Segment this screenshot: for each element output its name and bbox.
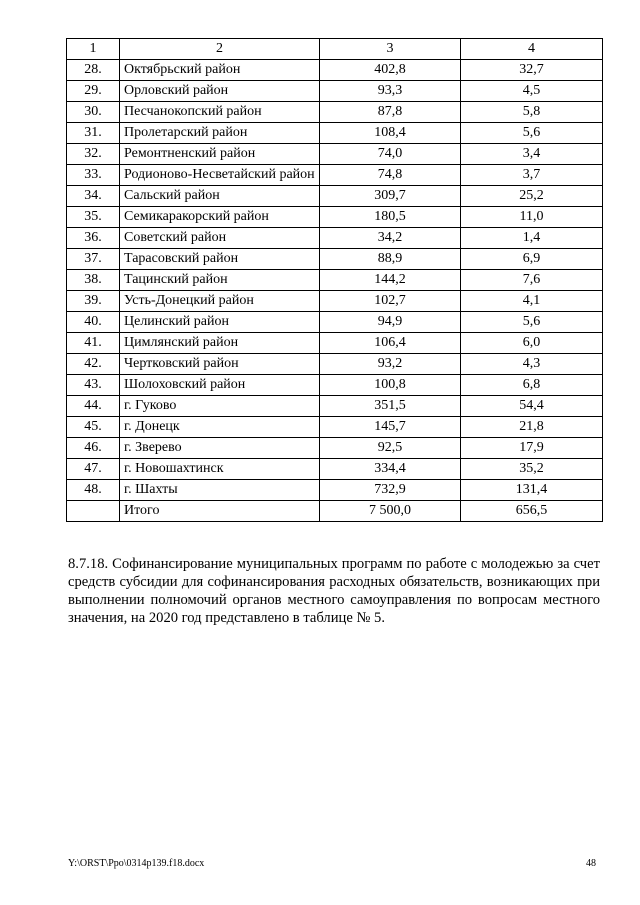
cofinancing-amount: 54,4 [461, 396, 603, 417]
district-name: Пролетарский район [120, 123, 320, 144]
subsidy-amount: 94,9 [320, 312, 461, 333]
subsidy-amount: 108,4 [320, 123, 461, 144]
district-name: Семикаракорский район [120, 207, 320, 228]
district-name: Тарасовский район [120, 249, 320, 270]
row-number: 33. [67, 165, 120, 186]
row-number: 41. [67, 333, 120, 354]
cofinancing-amount: 1,4 [461, 228, 603, 249]
district-name: Песчанокопский район [120, 102, 320, 123]
row-number: 43. [67, 375, 120, 396]
table-row [67, 333, 603, 354]
subsidy-amount: 732,9 [320, 480, 461, 501]
data-table-container [66, 38, 602, 522]
table-row [67, 459, 603, 480]
table-row [67, 102, 603, 123]
column-header: 1 [67, 39, 120, 60]
subsidy-amount: 180,5 [320, 207, 461, 228]
row-number: 28. [67, 60, 120, 81]
district-name: Чертковский район [120, 354, 320, 375]
row-number: 44. [67, 396, 120, 417]
subsidy-amount: 93,3 [320, 81, 461, 102]
row-number: 30. [67, 102, 120, 123]
cofinancing-amount: 25,2 [461, 186, 603, 207]
subsidy-amount: 7 500,0 [320, 501, 461, 522]
cofinancing-amount: 3,4 [461, 144, 603, 165]
district-name: Ремонтненский район [120, 144, 320, 165]
column-header: 4 [461, 39, 603, 60]
district-name: г. Шахты [120, 480, 320, 501]
row-number: 37. [67, 249, 120, 270]
row-number: 32. [67, 144, 120, 165]
row-number: 39. [67, 291, 120, 312]
subsidy-amount: 74,8 [320, 165, 461, 186]
column-header: 3 [320, 39, 461, 60]
table-row [67, 270, 603, 291]
table-header-row [67, 39, 603, 60]
subsidy-amount: 93,2 [320, 354, 461, 375]
district-name: Тацинский район [120, 270, 320, 291]
cofinancing-amount: 7,6 [461, 270, 603, 291]
section-paragraph: 8.7.18. Софинансирование муниципальных программ по работе с молодежью за счет средств субсидии для софинансирования расходных обязательств, возникающих при выполнении полномочий органов местного самоуправления по вопросам местного значения, на 2020 год представлено в таблице № 5. [68, 556, 600, 626]
table-row [67, 186, 603, 207]
district-name: Октябрьский район [120, 60, 320, 81]
cofinancing-amount: 5,8 [461, 102, 603, 123]
table-row [67, 123, 603, 144]
row-number: 36. [67, 228, 120, 249]
district-name: г. Гуково [120, 396, 320, 417]
subsidy-table [66, 38, 603, 522]
table-row [67, 354, 603, 375]
cofinancing-amount: 21,8 [461, 417, 603, 438]
table-body [67, 60, 603, 522]
row-number: 46. [67, 438, 120, 459]
table-row [67, 291, 603, 312]
table-row [67, 60, 603, 81]
cofinancing-amount: 4,1 [461, 291, 603, 312]
cofinancing-amount: 5,6 [461, 123, 603, 144]
cofinancing-amount: 656,5 [461, 501, 603, 522]
total-label: Итого [120, 501, 320, 522]
cofinancing-amount: 17,9 [461, 438, 603, 459]
cofinancing-amount: 4,3 [461, 354, 603, 375]
footer-file-path: Y:\ORST\Ppo\0314p139.f18.docx [68, 858, 205, 869]
table-row [67, 165, 603, 186]
table-row [67, 312, 603, 333]
table-row [67, 396, 603, 417]
district-name: г. Новошахтинск [120, 459, 320, 480]
cofinancing-amount: 6,8 [461, 375, 603, 396]
table-row [67, 249, 603, 270]
district-name: Родионово-Несветайский район [120, 165, 320, 186]
table-row [67, 438, 603, 459]
district-name: Усть-Донецкий район [120, 291, 320, 312]
cofinancing-amount: 32,7 [461, 60, 603, 81]
subsidy-amount: 106,4 [320, 333, 461, 354]
district-name: Сальский район [120, 186, 320, 207]
subsidy-amount: 402,8 [320, 60, 461, 81]
subsidy-amount: 351,5 [320, 396, 461, 417]
total-number [67, 501, 120, 522]
subsidy-amount: 74,0 [320, 144, 461, 165]
subsidy-amount: 144,2 [320, 270, 461, 291]
table-row [67, 480, 603, 501]
footer-page-number: 48 [586, 858, 596, 869]
row-number: 38. [67, 270, 120, 291]
row-number: 47. [67, 459, 120, 480]
table-total-row [67, 501, 603, 522]
subsidy-amount: 34,2 [320, 228, 461, 249]
cofinancing-amount: 5,6 [461, 312, 603, 333]
table-row [67, 144, 603, 165]
table-row [67, 228, 603, 249]
row-number: 29. [67, 81, 120, 102]
district-name: Советский район [120, 228, 320, 249]
row-number: 48. [67, 480, 120, 501]
cofinancing-amount: 3,7 [461, 165, 603, 186]
subsidy-amount: 102,7 [320, 291, 461, 312]
district-name: Целинский район [120, 312, 320, 333]
row-number: 35. [67, 207, 120, 228]
subsidy-amount: 309,7 [320, 186, 461, 207]
cofinancing-amount: 4,5 [461, 81, 603, 102]
table-row [67, 417, 603, 438]
subsidy-amount: 88,9 [320, 249, 461, 270]
district-name: Цимлянский район [120, 333, 320, 354]
subsidy-amount: 100,8 [320, 375, 461, 396]
district-name: Шолоховский район [120, 375, 320, 396]
row-number: 31. [67, 123, 120, 144]
district-name: Орловский район [120, 81, 320, 102]
cofinancing-amount: 6,0 [461, 333, 603, 354]
district-name: г. Донецк [120, 417, 320, 438]
table-row [67, 207, 603, 228]
table-row [67, 81, 603, 102]
cofinancing-amount: 35,2 [461, 459, 603, 480]
subsidy-amount: 87,8 [320, 102, 461, 123]
subsidy-amount: 334,4 [320, 459, 461, 480]
column-header: 2 [120, 39, 320, 60]
subsidy-amount: 92,5 [320, 438, 461, 459]
cofinancing-amount: 11,0 [461, 207, 603, 228]
row-number: 40. [67, 312, 120, 333]
row-number: 45. [67, 417, 120, 438]
row-number: 42. [67, 354, 120, 375]
district-name: г. Зверево [120, 438, 320, 459]
cofinancing-amount: 6,9 [461, 249, 603, 270]
cofinancing-amount: 131,4 [461, 480, 603, 501]
table-row [67, 375, 603, 396]
row-number: 34. [67, 186, 120, 207]
subsidy-amount: 145,7 [320, 417, 461, 438]
